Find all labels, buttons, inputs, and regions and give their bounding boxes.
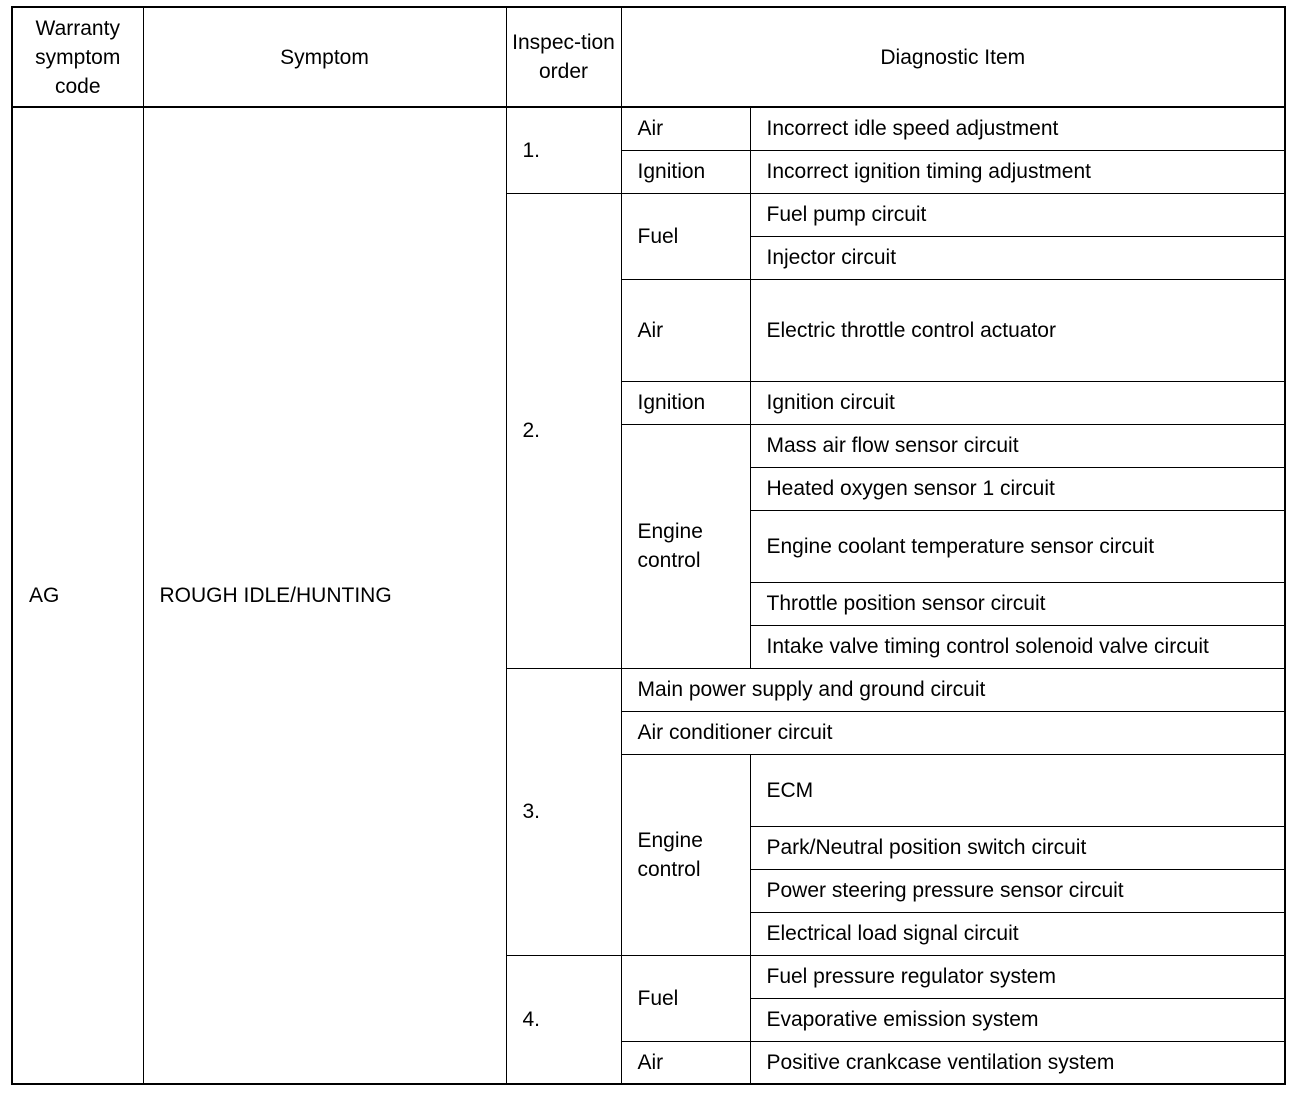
header-diagnostic-item: Diagnostic Item (621, 7, 1285, 107)
item-ps-pressure: Power steering pressure sensor circuit (750, 869, 1285, 912)
table-row (12, 107, 1285, 150)
item-injector: Injector circuit (750, 236, 1285, 279)
item-pnp: Park/Neutral position switch circuit (750, 826, 1285, 869)
category-ignition: Ignition (621, 381, 750, 424)
item-main-power: Main power supply and ground circuit (621, 668, 1285, 711)
item-evap: Evaporative emission system (750, 998, 1285, 1041)
category-air: Air (621, 1041, 750, 1084)
item-pcv: Positive crankcase ventilation system (750, 1041, 1285, 1084)
item-idle-speed: Incorrect idle speed adjustment (750, 107, 1285, 150)
inspection-order-4: 4. (506, 955, 621, 1084)
header-order: Inspec-tion order (506, 7, 621, 107)
category-engine-control: Engine control (621, 424, 750, 668)
inspection-order-3: 3. (506, 668, 621, 955)
item-air-conditioner: Air conditioner circuit (621, 711, 1285, 754)
category-air: Air (621, 107, 750, 150)
item-elec-load: Electrical load signal circuit (750, 912, 1285, 955)
header-code: Warranty symptom code (12, 7, 143, 107)
item-ignition-circuit: Ignition circuit (750, 381, 1285, 424)
category-engine-control: Engine control (621, 754, 750, 955)
category-fuel: Fuel (621, 955, 750, 1041)
category-ignition: Ignition (621, 150, 750, 193)
item-maf: Mass air flow sensor circuit (750, 424, 1285, 467)
item-fuel-pump: Fuel pump circuit (750, 193, 1285, 236)
category-air: Air (621, 279, 750, 381)
inspection-order-1: 1. (506, 107, 621, 193)
header-symptom: Symptom (143, 7, 506, 107)
item-ecm: ECM (750, 754, 1285, 826)
category-fuel: Fuel (621, 193, 750, 279)
item-ivt: Intake valve timing control solenoid valve circuit (750, 625, 1285, 668)
item-fuel-pressure: Fuel pressure regulator system (750, 955, 1285, 998)
symptom: ROUGH IDLE/HUNTING (143, 107, 506, 1084)
item-ignition-timing: Incorrect ignition timing adjustment (750, 150, 1285, 193)
item-tps: Throttle position sensor circuit (750, 582, 1285, 625)
inspection-order-2: 2. (506, 193, 621, 668)
item-ect: Engine coolant temperature sensor circuit (750, 510, 1285, 582)
warranty-code: AG (12, 107, 143, 1084)
header-row (12, 7, 1285, 107)
item-ho2s1: Heated oxygen sensor 1 circuit (750, 467, 1285, 510)
diagnostic-table (11, 6, 1286, 1085)
item-throttle-actuator: Electric throttle control actuator (750, 279, 1285, 381)
